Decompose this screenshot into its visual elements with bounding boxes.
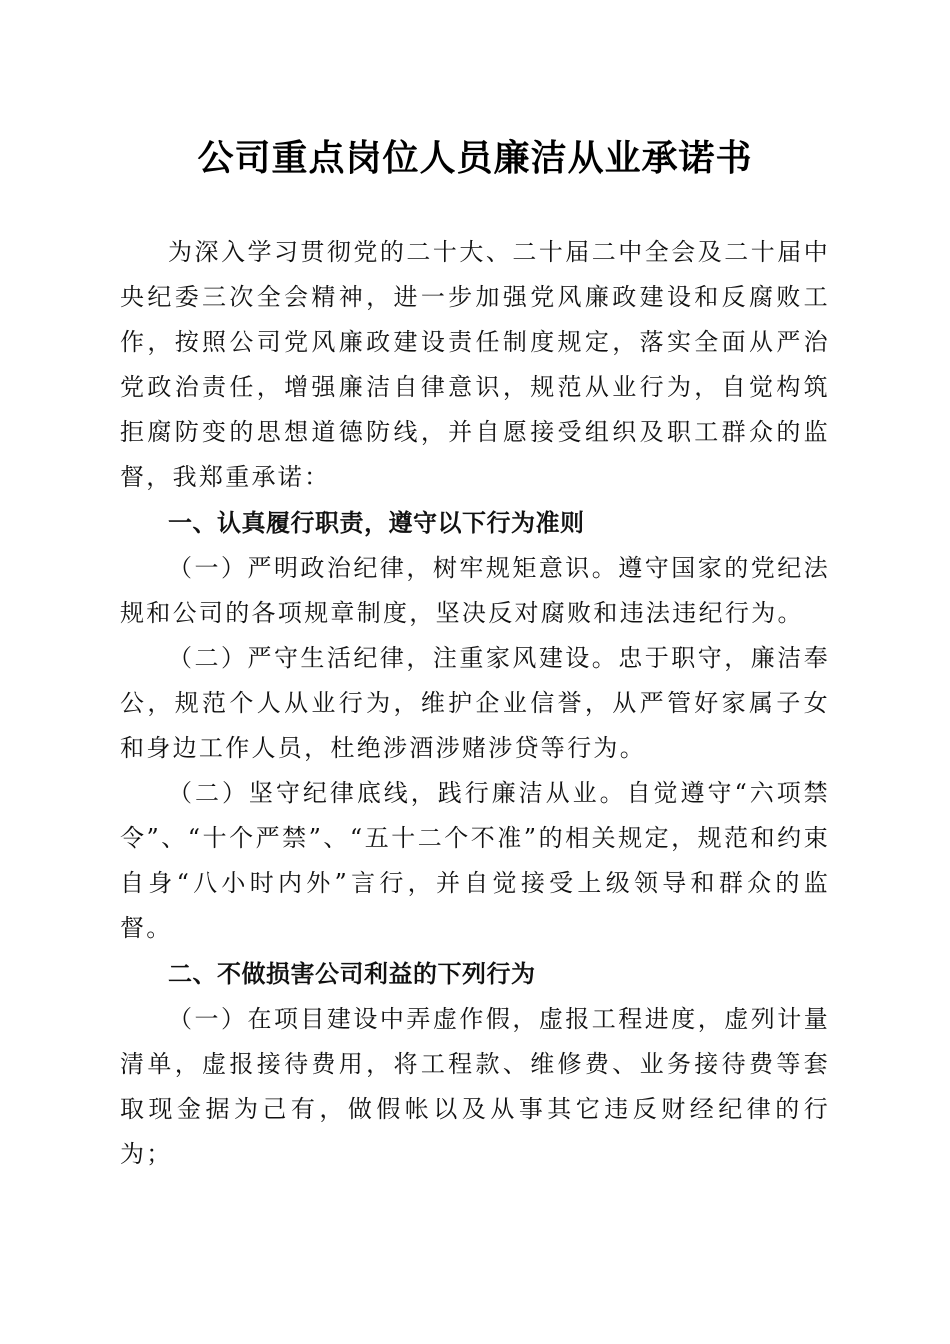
document-title: 公司重点岗位人员廉洁从业承诺书 <box>197 137 753 179</box>
section1-heading: 一、认真履行职责，遵守以下行为准则 <box>168 509 585 537</box>
section2-item-1: （一）在项目建设中弄虚作假，虚报工程进度，虚列计量清单，虚报接待费用，将工程款、维修费、业务接待费等套取现金据为己有，做假帐以及从事其它违反财经纪律的行为； <box>120 1005 830 1168</box>
section1-item-3: （二）坚守纪律底线，践行廉洁从业。自觉遵守“六项禁令”、“十个严禁”、“五十二个不准”的相关规定，规范和约束自身“八小时内外”言行，并自觉接受上级领导和群众的监督。 <box>120 779 830 942</box>
document-body <box>120 230 830 1177</box>
section2-heading: 二、不做损害公司利益的下列行为 <box>168 960 536 988</box>
section1-item-1: （一）严明政治纪律，树牢规矩意识。遵守国家的党纪法规和公司的各项规章制度，坚决反对腐败和违法违纪行为。 <box>120 554 830 627</box>
intro-paragraph: 为深入学习贯彻党的二十大、二十届二中全会及二十届中央纪委三次全会精神，进一步加强党风廉政建设和反腐败工作，按照公司党风廉政建设责任制度规定，落实全面从严治党政治责任，增强廉洁自律意识，规范从业行为，自觉构筑拒腐防变的思想道德防线，并自愿接受组织及职工群众的监督，我郑重承诺： <box>120 238 830 491</box>
section1-item-2: （二）严守生活纪律，注重家风建设。忠于职守，廉洁奉公，规范个人从业行为，维护企业信誉，从严管好家属子女和身边工作人员，杜绝涉酒涉赌涉贷等行为。 <box>120 644 830 762</box>
